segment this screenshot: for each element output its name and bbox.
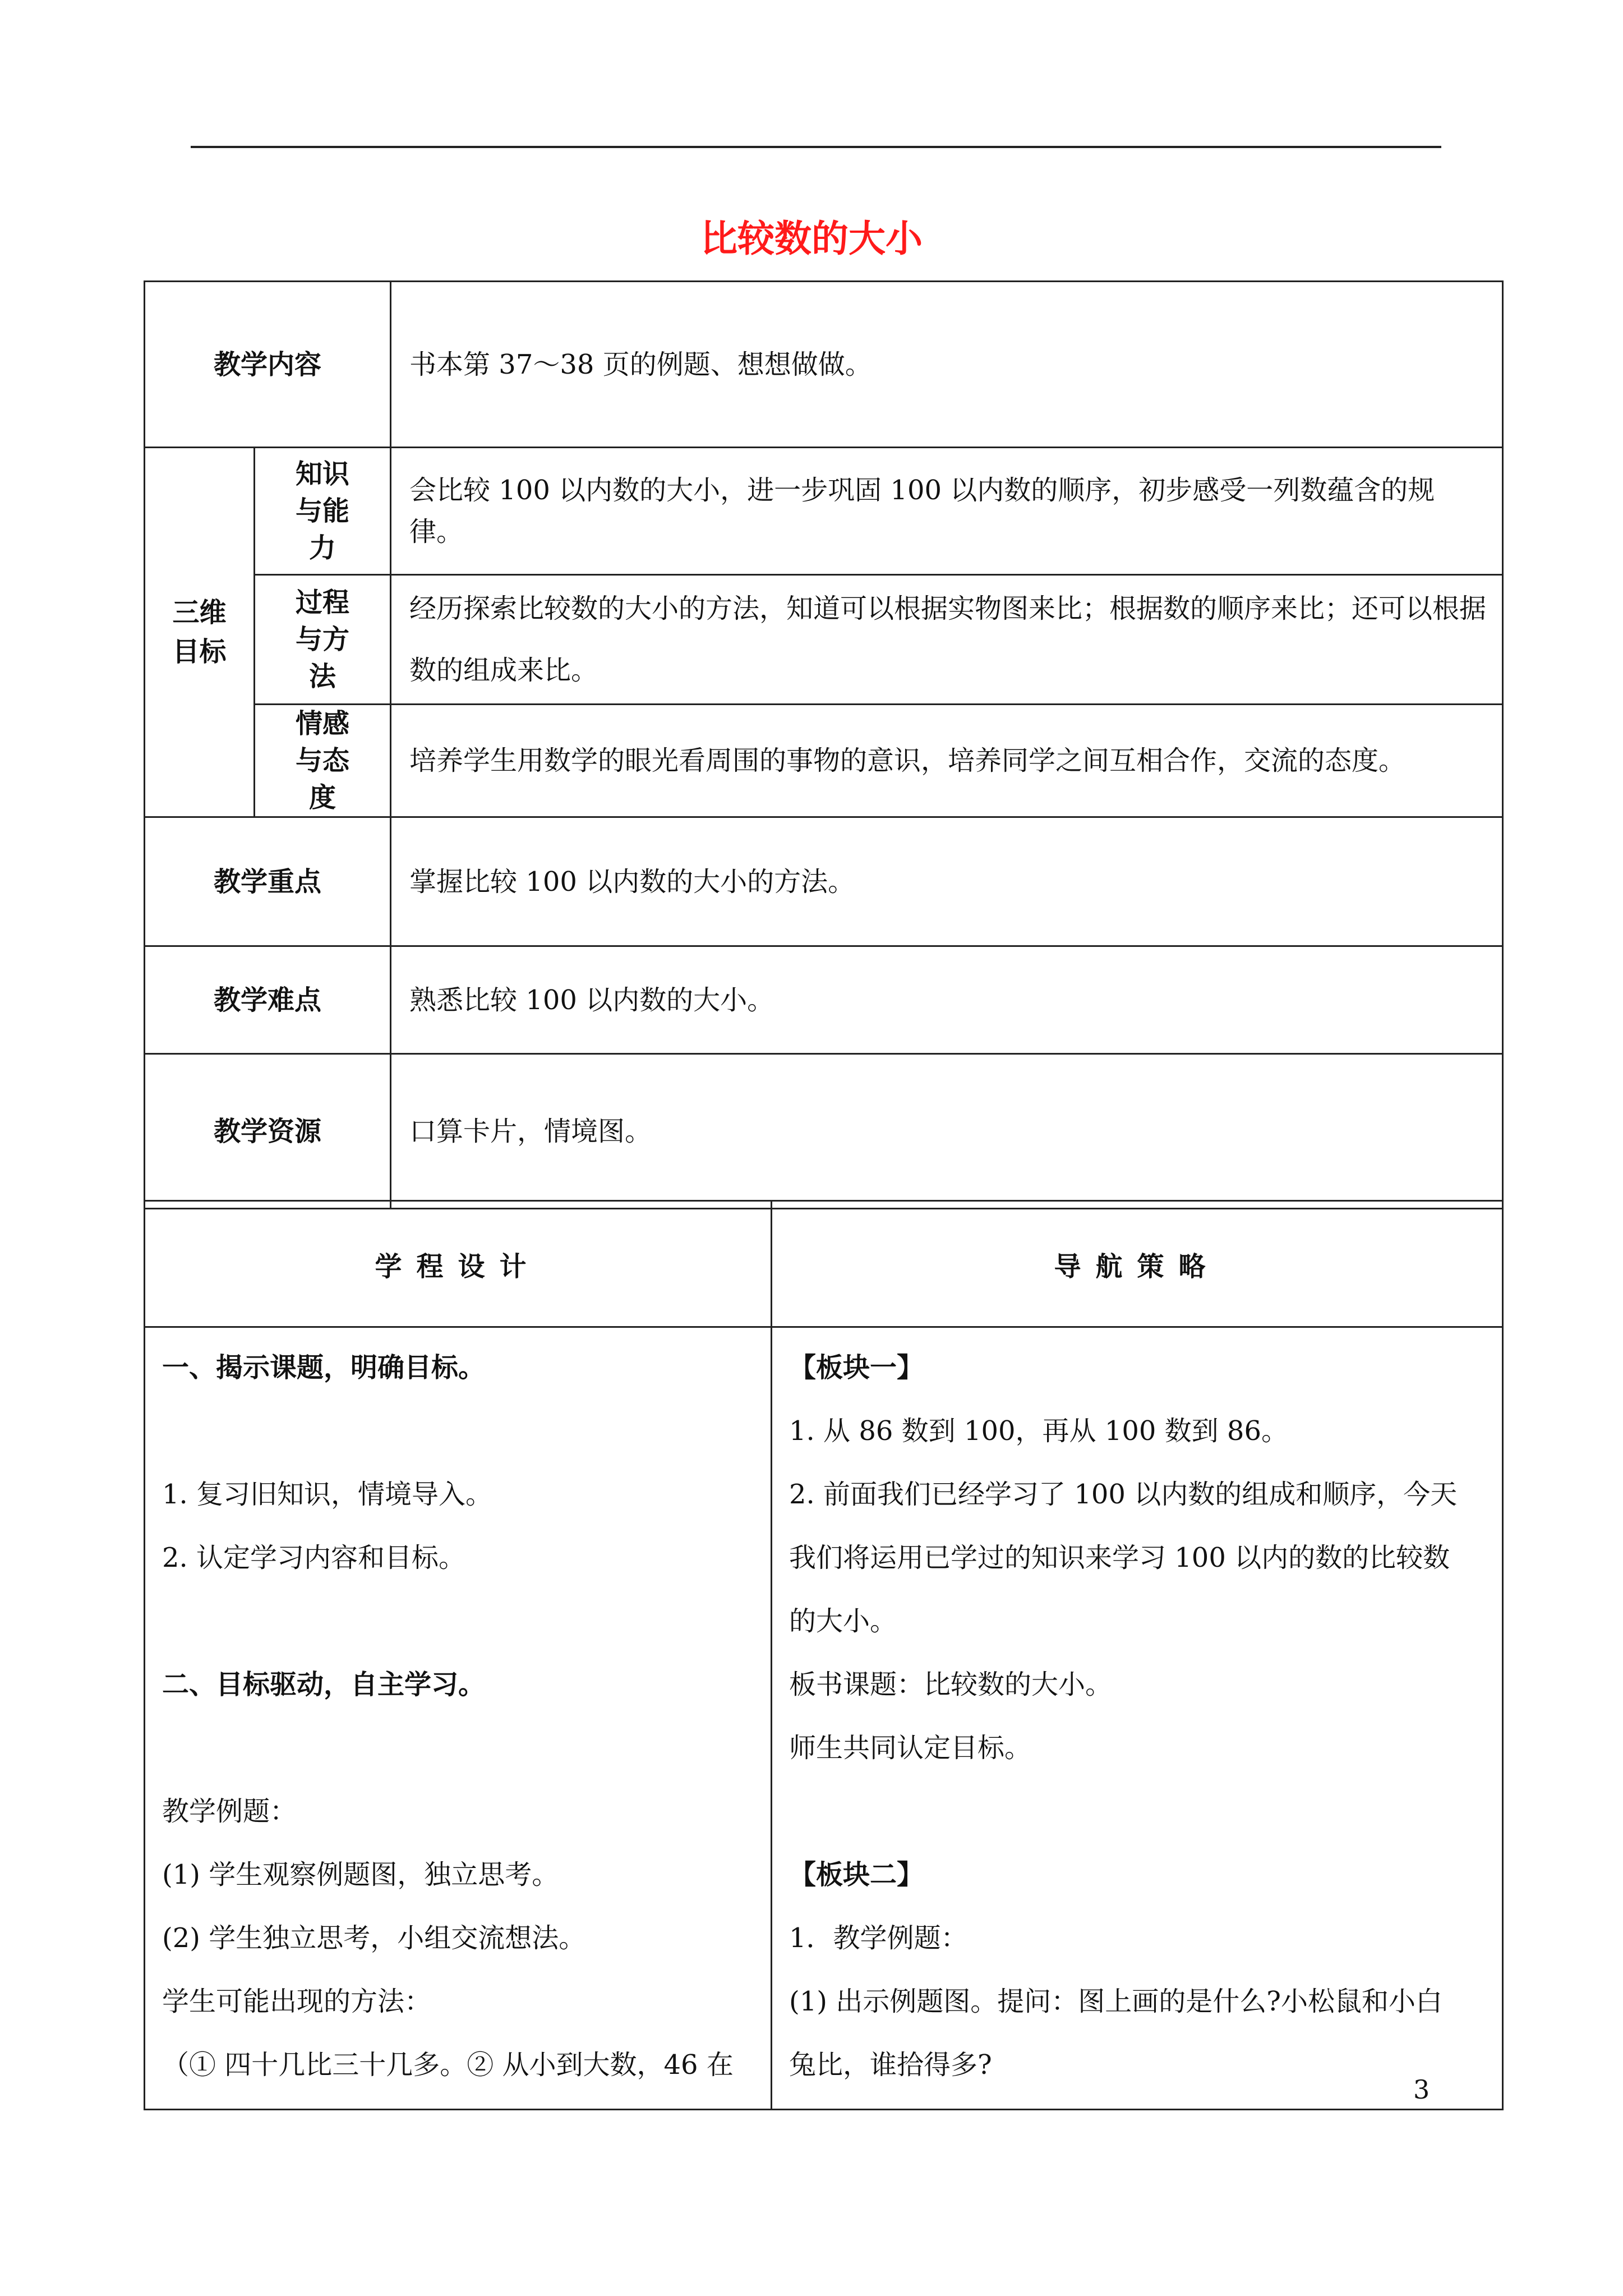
goals-label: 三维目标 — [145, 448, 255, 817]
list-item: (2) 学生独立思考，小组交流想法。 — [162, 1922, 586, 1954]
list-item: 的大小。 — [789, 1605, 897, 1637]
learning-design-column — [145, 1327, 772, 2110]
key-point-label: 教学重点 — [145, 817, 391, 946]
right-column-header: 导航策略 — [772, 1201, 1503, 1327]
list-item: (1) 出示例题图。提问：图上画的是什么?小松鼠和小白 — [789, 1986, 1442, 2017]
design-body-row — [145, 1327, 1503, 2110]
list-item: 师生共同认定目标。 — [789, 1732, 1032, 1764]
key-point-row — [145, 817, 1503, 946]
difficulty-row — [145, 946, 1503, 1054]
list-item: 2. 认定学习内容和目标。 — [162, 1542, 466, 1573]
list-item: 1．教学例题： — [789, 1922, 968, 1954]
difficulty-value: 熟悉比较 100 以内数的大小。 — [391, 946, 1503, 1054]
resources-label: 教学资源 — [145, 1054, 391, 1209]
goal-row-attitude — [145, 705, 1503, 817]
goal-label-knowledge: 知识与能力 — [255, 448, 391, 575]
block-heading-2: 【板块二】 — [789, 1859, 924, 1890]
list-item: 板书课题：比较数的大小。 — [789, 1669, 1113, 1700]
page-title: 比较数的大小 — [700, 217, 923, 260]
list-item: 我们将运用已学过的知识来学习 100 以内的数的比较数 — [789, 1542, 1450, 1573]
lesson-design-table — [144, 1200, 1504, 2110]
goal-text-attitude: 培养学生用数学的眼光看周围的事物的意识，培养同学之间互相合作，交流的态度。 — [391, 705, 1503, 817]
difficulty-label: 教学难点 — [145, 946, 391, 1054]
header-rule — [191, 146, 1441, 148]
resources-row — [145, 1054, 1503, 1209]
list-item: （① 四十几比三十几多。② 从小到大数，46 在 — [162, 2049, 734, 2081]
spacer — [162, 1411, 754, 1475]
block-heading-1: 【板块一】 — [789, 1352, 924, 1383]
goal-text-process: 经历探索比较数的大小的方法，知道可以根据实物图来比；根据数的顺序来比；还可以根据数的组成来比。 — [391, 575, 1503, 705]
section-heading-1: 一、揭示课题，明确目标。 — [162, 1352, 486, 1383]
lesson-info-table — [144, 280, 1504, 1209]
content-label: 教学内容 — [145, 282, 391, 448]
list-item: 2. 前面我们已经学习了 100 以内数的组成和顺序，今天 — [789, 1479, 1458, 1510]
resources-value: 口算卡片，情境图。 — [391, 1054, 1503, 1209]
spacer — [162, 1728, 754, 1792]
section-heading-2: 二、目标驱动，自主学习。 — [162, 1669, 486, 1700]
list-item: 1. 复习旧知识，情境导入。 — [162, 1479, 493, 1510]
list-item: (1) 学生观察例题图，独立思考。 — [162, 1859, 559, 1890]
spacer — [789, 1792, 1485, 1855]
list-item: 教学例题： — [162, 1796, 297, 1827]
list-item: 兔比，谁拾得多? — [789, 2049, 992, 2081]
goal-label-process: 过程与方法 — [255, 575, 391, 705]
list-item: 1. 从 86 数到 100，再从 100 数到 86。 — [789, 1415, 1288, 1447]
content-row — [145, 282, 1503, 448]
key-point-value: 掌握比较 100 以内数的大小的方法。 — [391, 817, 1503, 946]
goal-label-attitude: 情感与态度 — [255, 705, 391, 817]
design-header-row — [145, 1201, 1503, 1327]
left-column-header: 学程设计 — [145, 1201, 772, 1327]
page-number: 3 — [1413, 2074, 1430, 2105]
list-item: 学生可能出现的方法： — [162, 1986, 432, 2017]
content-value: 书本第 37～38 页的例题、想想做做。 — [391, 282, 1503, 448]
spacer — [162, 1602, 754, 1665]
goal-row-process — [145, 575, 1503, 705]
goal-text-knowledge: 会比较 100 以内数的大小，进一步巩固 100 以内数的顺序，初步感受一列数蕴含的规律。 — [391, 448, 1503, 575]
navigation-strategy-column — [772, 1327, 1503, 2110]
goal-row-knowledge — [145, 448, 1503, 575]
